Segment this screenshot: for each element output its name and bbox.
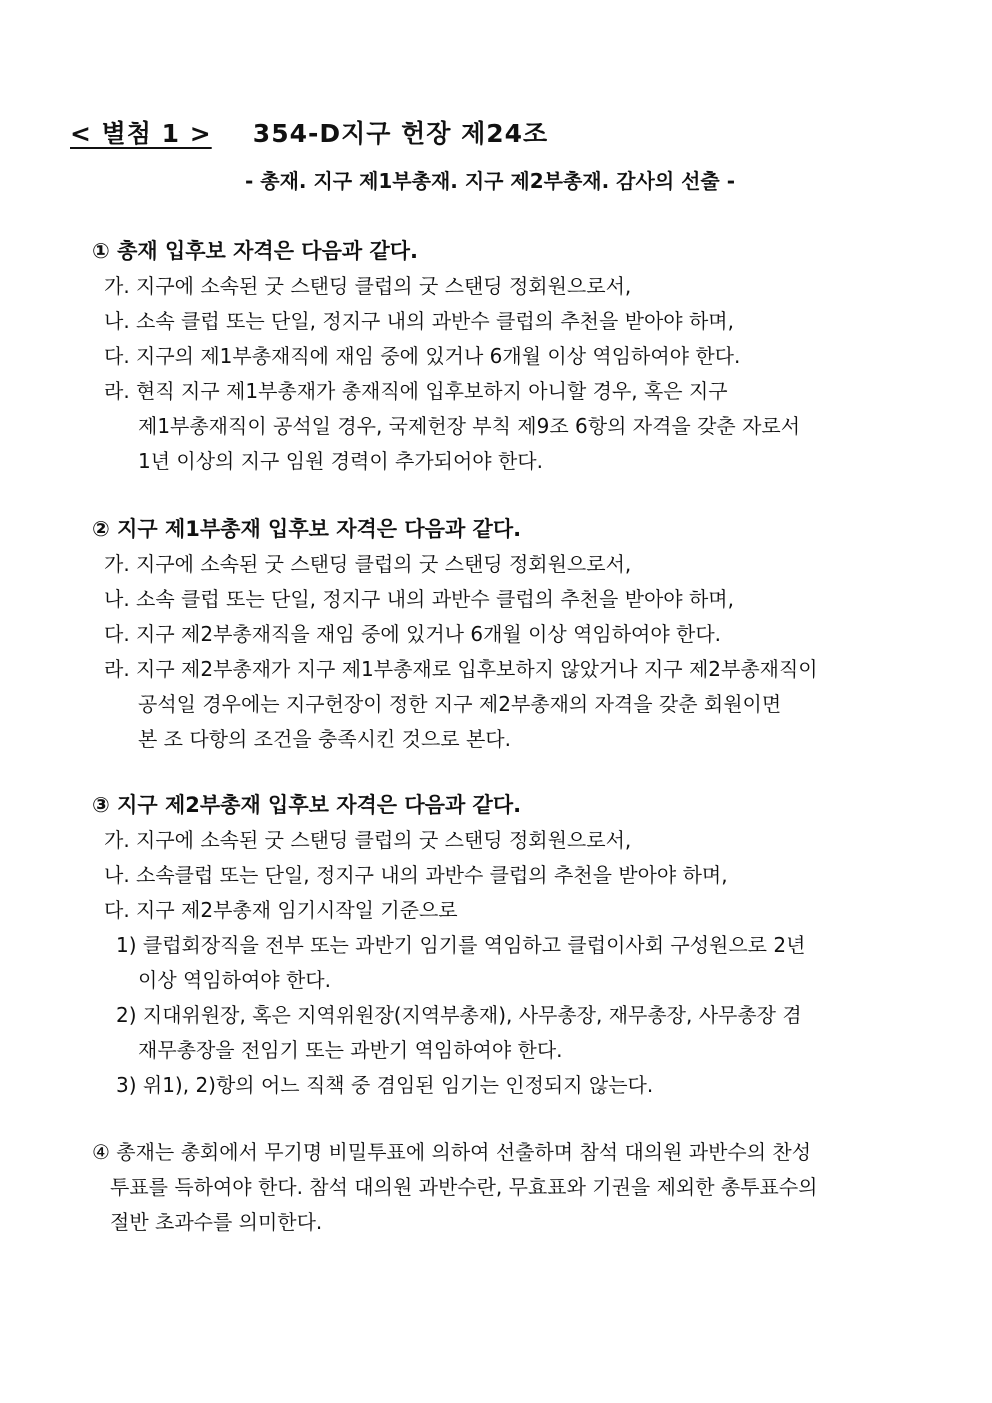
sub-item-continuation: 이상 역임하여야 한다.: [138, 968, 331, 992]
sub-item: 2) 지대위원장, 혹은 지역위원장(지역부총재), 사무총장, 재무총장, 사무총장 겸: [116, 1003, 802, 1027]
attachment-label: < 별첨 1 >: [70, 119, 212, 148]
paragraph-line: 절반 초과수를 의미한다.: [110, 1210, 323, 1234]
section-3: [92, 787, 922, 1103]
list-item: 다. 지구 제2부총재 임기시작일 기준으로: [104, 898, 458, 922]
sub-item: 1) 클럽회장직을 전부 또는 과반기 임기를 역임하고 클럽이사회 구성원으로 2년: [116, 933, 806, 957]
list-item: 나. 소속 클럽 또는 단일, 정지구 내의 과반수 클럽의 추천을 받아야 하며,: [104, 309, 734, 333]
sub-item: 3) 위1), 2)항의 어느 직책 중 겸임된 임기는 인정되지 않는다.: [116, 1073, 654, 1097]
section-heading: ① 총재 입후보 자격은 다음과 같다.: [92, 239, 419, 263]
section-heading: ② 지구 제1부총재 입후보 자격은 다음과 같다.: [92, 517, 522, 541]
sub-item-continuation: 재무총장을 전임기 또는 과반기 역임하여야 한다.: [138, 1038, 563, 1062]
list-item: 라. 지구 제2부총재가 지구 제1부총재로 입후보하지 않았거나 지구 제2부총재직이: [104, 657, 818, 681]
list-item-continuation: 1년 이상의 지구 임원 경력이 추가되어야 한다.: [138, 449, 543, 473]
section-2: [92, 511, 922, 757]
list-item: 다. 지구의 제1부총재직에 재임 중에 있거나 6개월 이상 역임하여야 한다.: [104, 344, 741, 368]
list-item: 가. 지구에 소속된 굿 스탠딩 클럽의 굿 스탠딩 정회원으로서,: [104, 274, 632, 298]
list-item: 라. 현직 지구 제1부총재가 총재직에 입후보하지 아니할 경우, 혹은 지구: [104, 379, 728, 403]
paragraph-line: ④ 총재는 총회에서 무기명 비밀투표에 의하여 선출하며 참석 대의원 과반수의 찬성: [92, 1140, 812, 1164]
list-item-continuation: 본 조 다항의 조건을 충족시킨 것으로 본다.: [138, 727, 511, 751]
list-item: 가. 지구에 소속된 굿 스탠딩 클럽의 굿 스탠딩 정회원으로서,: [104, 552, 632, 576]
list-item: 가. 지구에 소속된 굿 스탠딩 클럽의 굿 스탠딩 정회원으로서,: [104, 828, 632, 852]
list-item: 다. 지구 제2부총재직을 재임 중에 있거나 6개월 이상 역임하여야 한다.: [104, 622, 722, 646]
section-heading: ③ 지구 제2부총재 입후보 자격은 다음과 같다.: [92, 793, 522, 817]
list-item: 나. 소속 클럽 또는 단일, 정지구 내의 과반수 클럽의 추천을 받아야 하며,: [104, 587, 734, 611]
list-item-continuation: 제1부총재직이 공석일 경우, 국제헌장 부칙 제9조 6항의 자격을 갖춘 자로서: [138, 414, 801, 438]
section-1: [92, 233, 922, 479]
document-subtitle: - 총재. 지구 제1부총재. 지구 제2부총재. 감사의 선출 -: [245, 169, 736, 193]
list-item: 나. 소속클럽 또는 단일, 정지구 내의 과반수 클럽의 추천을 받아야 하며,: [104, 863, 728, 887]
list-item-continuation: 공석일 경우에는 지구헌장이 정한 지구 제2부총재의 자격을 갖춘 회원이면: [138, 692, 782, 716]
section-4: [92, 1135, 922, 1240]
document-title: 354-D지구 헌장 제24조: [252, 119, 549, 148]
paragraph-line: 투표를 득하여야 한다. 참석 대의원 과반수란, 무효표와 기권을 제외한 총투표수의: [110, 1175, 818, 1199]
title-row: [70, 114, 548, 150]
